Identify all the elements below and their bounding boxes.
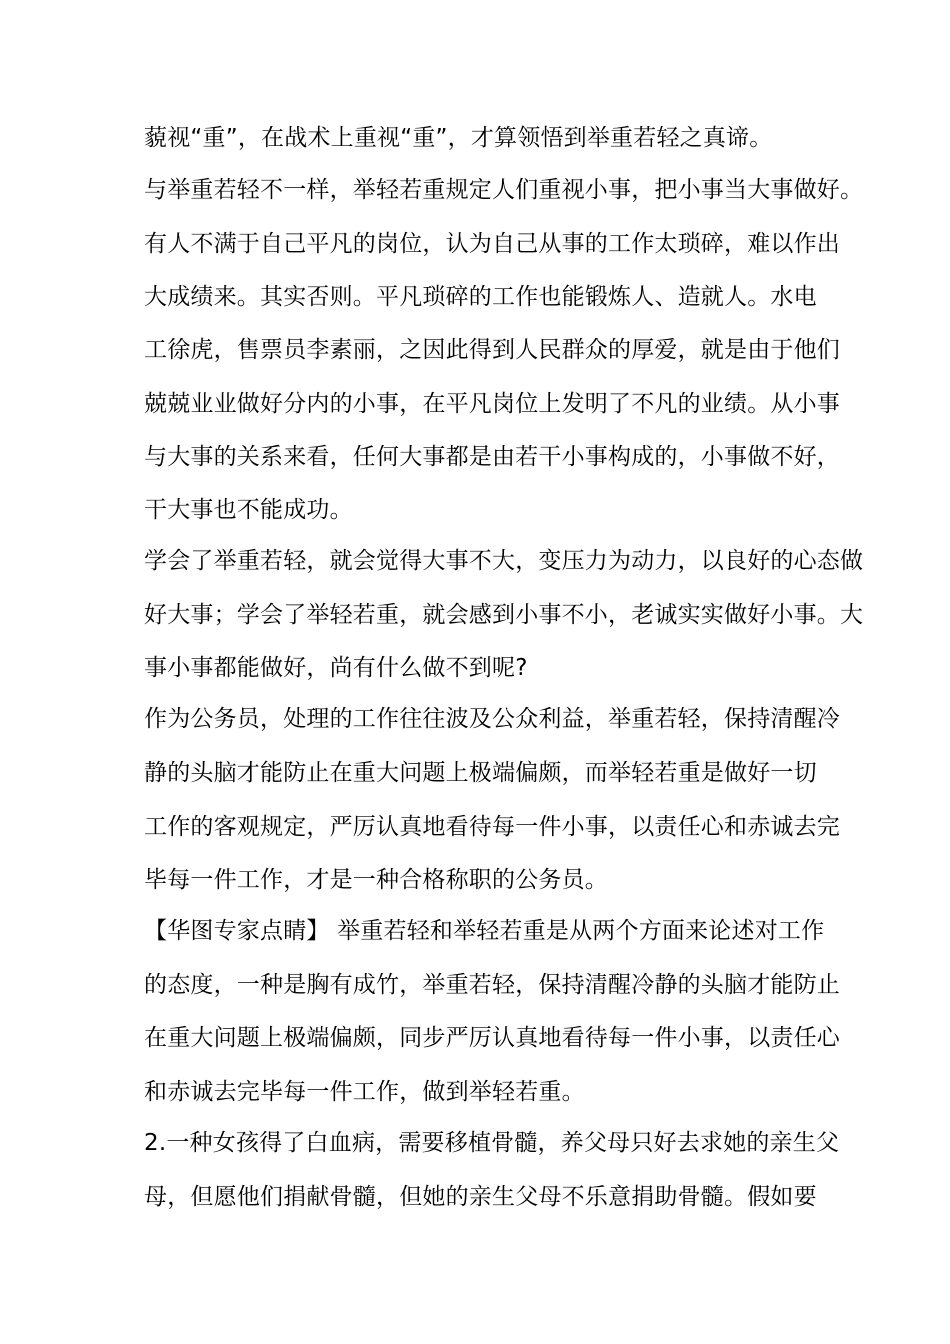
text-line: 在重大问题上极端偏颇，同步严厉认真地看待每一件小事，以责任心 <box>144 1025 840 1051</box>
text-line: 工作的客观规定，严厉认真地看待每一件小事，以责任心和赤诚去完 <box>144 814 840 840</box>
text-line: 干大事也不能成功。 <box>144 497 353 523</box>
text-line: 兢兢业业做好分内的小事，在平凡岗位上发明了不凡的业绩。从小事 <box>144 391 840 417</box>
text-line: 母，但愿他们捐献骨髓，但她的亲生父母不乐意捐助骨髓。假如要 <box>144 1184 817 1210</box>
text-line: 【华图专家点睛】 举重若轻和举轻若重是从两个方面来论述对工作 <box>144 918 825 944</box>
text-line: 事小事都能做好，尚有什么做不到呢? <box>144 655 528 681</box>
text-line: 和赤诚去完毕每一件工作，做到举轻若重。 <box>144 1079 585 1105</box>
text-line: 作为公务员，处理的工作往往波及公众利益，举重若轻，保持清醒冷 <box>144 706 840 732</box>
text-line: 毕每一件工作，才是一种合格称职的公务员。 <box>144 867 608 893</box>
text-line: 工徐虎，售票员李素丽，之因此得到人民群众的厚爱，就是由于他们 <box>144 337 840 363</box>
text-line: 学会了举重若轻，就会觉得大事不大，变压力为动力，以良好的心态做 <box>144 548 864 574</box>
text-line: 与举重若轻不一样，举轻若重规定人们重视小事，把小事当大事做好。 <box>144 177 864 203</box>
text-line: 好大事；学会了举轻若重，就会感到小事不小，老诚实实做好小事。大 <box>144 602 864 628</box>
text-line: 的态度，一种是胸有成竹，举重若轻，保持清醒冷静的头脑才能防止 <box>144 972 840 998</box>
text-line: 与大事的关系来看，任何大事都是由若干小事构成的，小事做不好， <box>144 444 840 470</box>
text-line: 大成绩来。其实否则。平凡琐碎的工作也能锻炼人、造就人。水电 <box>144 284 817 310</box>
text-line: 静的头脑才能防止在重大问题上极端偏颇，而举轻若重是做好一切 <box>144 760 817 786</box>
text-line: 藐视“重”，在战术上重视“重”，才算领悟到举重若轻之真谛。 <box>144 125 773 151</box>
text-line: 2.一种女孩得了白血病，需要移植骨髓，养父母只好去求她的亲生父 <box>144 1130 840 1156</box>
text-line: 有人不满于自己平凡的岗位，认为自己从事的工作太琐碎，难以作出 <box>144 231 840 257</box>
